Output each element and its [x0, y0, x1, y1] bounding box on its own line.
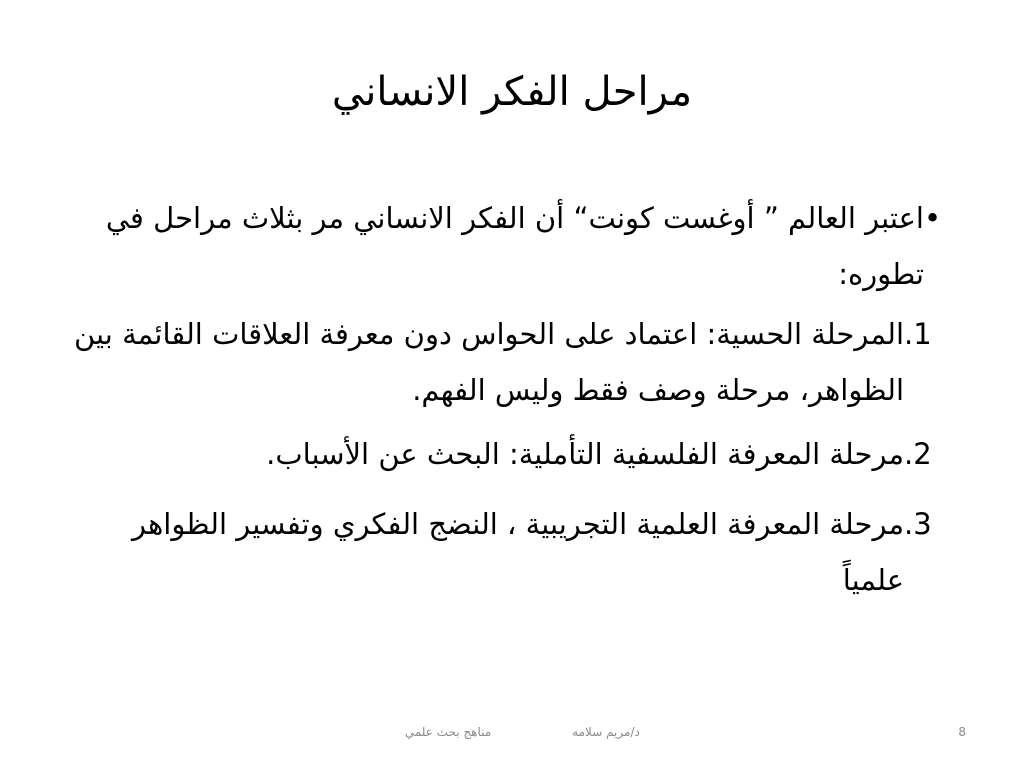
item-number: .3 [904, 507, 932, 541]
slide-title: مراحل الفكر الانساني [331, 69, 693, 115]
item-text: مرحلة المعرفة الفلسفية التأملية: البحث عن الأسباب. [266, 437, 904, 471]
item-text: المرحلة الحسية: اعتماد على الحواس دون معرفة العلاقات القائمة بين الظواهر، مرحلة وصف فقط وليس الفهم. [73, 317, 904, 407]
numbered-item [64, 496, 964, 608]
item-number: .1 [904, 317, 932, 351]
footer-subject: مناهج بحث علمي [404, 725, 492, 739]
bullet-text: اعتبر العالم ” أوغست كونت“ أن الفكر الانساني مر بثلاث مراحل في تطوره: [105, 201, 924, 291]
footer-author: د/مريم سلامه [572, 725, 640, 739]
item-text: مرحلة المعرفة العلمية التجريبية ، النضج الفكري وتفسير الظواهر علمياً [132, 507, 904, 597]
item-number: .2 [904, 437, 932, 471]
footer-page-number: 8 [958, 725, 966, 739]
bullet-marker: • [924, 201, 942, 235]
numbered-item [64, 306, 964, 418]
numbered-item [64, 426, 964, 482]
bullet-item [84, 190, 964, 302]
